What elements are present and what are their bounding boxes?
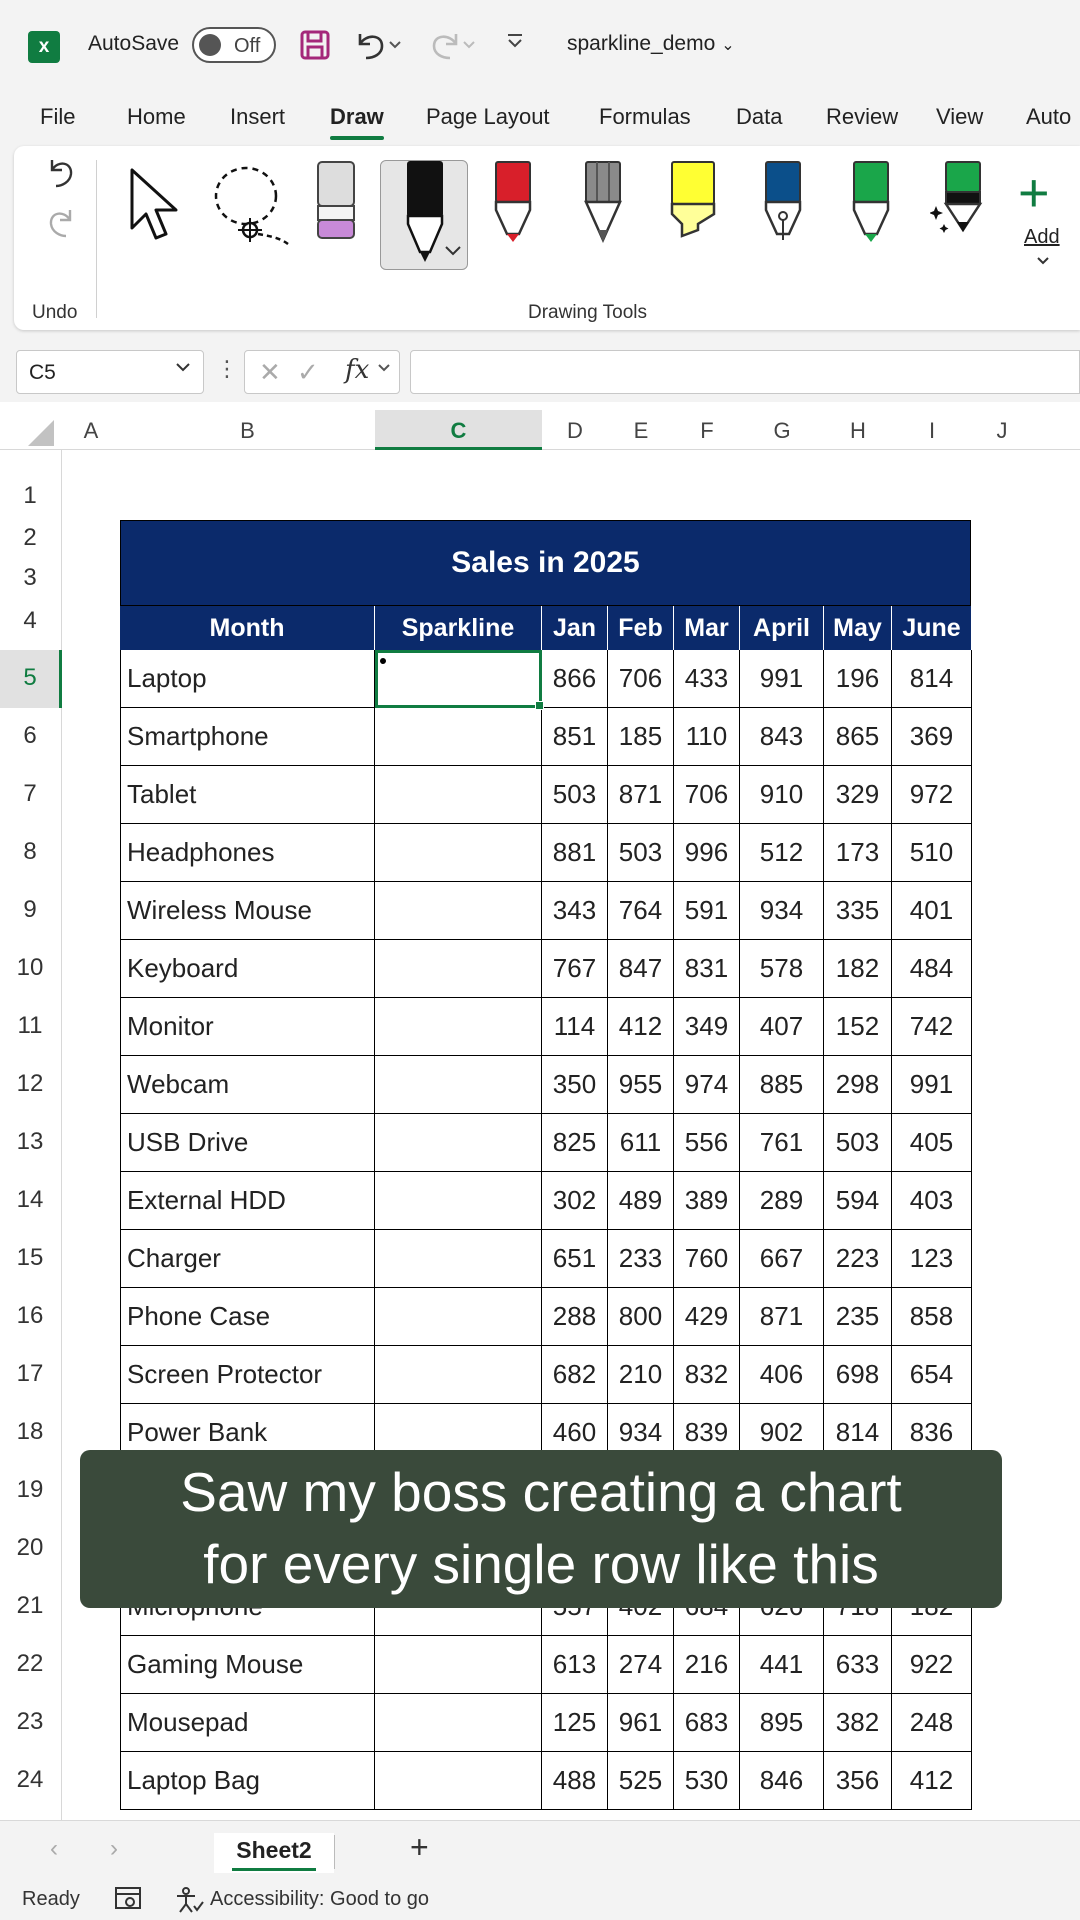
redo-icon[interactable] — [426, 28, 476, 62]
value-cell-may[interactable]: 223 — [824, 1230, 892, 1288]
undo-group-label: Undo — [32, 302, 78, 323]
name-box[interactable] — [16, 350, 204, 394]
group-separator — [96, 160, 97, 318]
ribbon-tabs — [0, 90, 1080, 146]
row-header-9[interactable]: 9 — [23, 896, 37, 923]
sparkline-cell[interactable] — [375, 1056, 542, 1114]
value-cell-feb[interactable]: 210 — [608, 1346, 674, 1404]
value-cell-jan[interactable]: 651 — [542, 1230, 608, 1288]
yellow-highlighter-icon[interactable] — [668, 160, 718, 240]
status-ready: Ready — [22, 1888, 80, 1910]
value-cell-mar[interactable]: 832 — [674, 1346, 740, 1404]
value-cell-june[interactable]: 814 — [892, 650, 972, 708]
product-name-cell[interactable]: Power Bank — [120, 1404, 375, 1462]
row-header-22[interactable]: 22 — [16, 1650, 44, 1677]
row-header-2[interactable]: 2 — [23, 524, 37, 551]
customize-qat-icon[interactable] — [505, 30, 525, 50]
product-name-cell[interactable]: Tablet — [120, 766, 375, 824]
cancel-icon[interactable]: ✕ — [259, 357, 281, 387]
value-cell-jan[interactable]: 767 — [542, 940, 608, 998]
menu-tab-insert[interactable]: Insert — [230, 104, 286, 129]
row-header-23[interactable]: 23 — [16, 1708, 44, 1735]
value-cell-mar[interactable]: 349 — [674, 998, 740, 1056]
value-cell-feb[interactable]: 955 — [608, 1056, 674, 1114]
value-cell-jan[interactable]: 302 — [542, 1172, 608, 1230]
sparkline-cell[interactable] — [375, 1752, 542, 1810]
document-title-text: sparkline_demo — [567, 32, 716, 55]
value-cell-june[interactable]: 484 — [892, 940, 972, 998]
tab-separator — [334, 1835, 335, 1869]
select-all-corner[interactable] — [28, 420, 54, 446]
value-cell-june[interactable]: 405 — [892, 1114, 972, 1172]
value-cell-jan[interactable]: 460 — [542, 1404, 608, 1462]
product-name-cell[interactable]: Charger — [120, 1230, 375, 1288]
value-cell-mar[interactable]: 706 — [674, 766, 740, 824]
table-header-sparkline[interactable]: Sparkline — [375, 606, 542, 650]
product-name-cell[interactable]: Mousepad — [120, 1694, 375, 1752]
sheet-tab-bar — [0, 1820, 1080, 1880]
value-cell-may[interactable]: 173 — [824, 824, 892, 882]
value-cell-june[interactable]: 742 — [892, 998, 972, 1056]
value-cell-may[interactable]: 356 — [824, 1752, 892, 1810]
value-cell-may[interactable]: 865 — [824, 708, 892, 766]
table-header-mar[interactable]: Mar — [674, 606, 740, 650]
column-header-i[interactable]: I — [928, 418, 936, 443]
value-cell-feb[interactable]: 185 — [608, 708, 674, 766]
value-cell-feb[interactable]: 706 — [608, 650, 674, 708]
product-name-cell[interactable]: Webcam — [120, 1056, 375, 1114]
prev-sheet-icon[interactable]: ‹ — [50, 1835, 58, 1862]
formula-input[interactable] — [410, 350, 1080, 394]
row-header-15[interactable]: 15 — [16, 1244, 44, 1271]
value-cell-june[interactable]: 836 — [892, 1404, 972, 1462]
row-header-24[interactable]: 24 — [16, 1766, 44, 1793]
product-name-cell[interactable]: Gaming Mouse — [120, 1636, 375, 1694]
value-cell-mar[interactable]: 433 — [674, 650, 740, 708]
value-cell-april[interactable]: 871 — [740, 1288, 824, 1346]
table-header-may[interactable]: May — [824, 606, 892, 650]
value-cell-feb[interactable]: 611 — [608, 1114, 674, 1172]
value-cell-april[interactable]: 578 — [740, 940, 824, 998]
row-header-13[interactable]: 13 — [16, 1128, 44, 1155]
column-header-c[interactable]: C — [450, 418, 467, 443]
chevron-down-icon[interactable] — [444, 244, 462, 258]
autosave-toggle[interactable] — [192, 27, 276, 63]
value-cell-mar[interactable]: 760 — [674, 1230, 740, 1288]
autosave-label: AutoSave — [88, 32, 180, 55]
sparkline-cell[interactable] — [375, 1636, 542, 1694]
add-sheet-button[interactable]: + — [410, 1829, 429, 1865]
fill-handle[interactable] — [535, 701, 544, 710]
value-cell-june[interactable]: 922 — [892, 1636, 972, 1694]
undo-icon[interactable] — [352, 28, 402, 62]
table-title[interactable]: Sales in 2025 — [120, 520, 971, 606]
macro-record-icon[interactable] — [114, 1886, 142, 1912]
name-box-value: C5 — [29, 361, 56, 384]
value-cell-april[interactable]: 761 — [740, 1114, 824, 1172]
row-header-11[interactable]: 11 — [17, 1012, 43, 1039]
sparkline-cell[interactable] — [375, 1346, 542, 1404]
lasso-select-icon[interactable] — [208, 164, 294, 248]
table-header-april[interactable]: April — [740, 606, 824, 650]
row-header-1[interactable]: 1 — [23, 482, 37, 509]
value-cell-april[interactable]: 885 — [740, 1056, 824, 1114]
product-name-cell[interactable]: Screen Protector — [120, 1346, 375, 1404]
toggle-knob — [199, 34, 221, 56]
caption-line-1: Saw my boss creating a chart — [180, 1461, 902, 1523]
column-header-b[interactable]: B — [240, 418, 255, 443]
value-cell-may[interactable]: 814 — [824, 1404, 892, 1462]
value-cell-may[interactable]: 633 — [824, 1636, 892, 1694]
sheet-tab-active[interactable]: Sheet2 — [214, 1833, 334, 1873]
value-cell-jan[interactable]: 503 — [542, 766, 608, 824]
sparkline-cell[interactable] — [375, 708, 542, 766]
row-header-16[interactable]: 16 — [16, 1302, 44, 1329]
product-name-cell[interactable]: External HDD — [120, 1172, 375, 1230]
pen-cursor-dot — [380, 658, 386, 664]
value-cell-april[interactable]: 407 — [740, 998, 824, 1056]
autosave-state: Off — [234, 35, 261, 57]
row-header-4[interactable]: 4 — [23, 607, 37, 634]
row-header-18[interactable]: 18 — [16, 1418, 44, 1445]
value-cell-mar[interactable]: 683 — [674, 1694, 740, 1752]
value-cell-june[interactable]: 991 — [892, 1056, 972, 1114]
value-cell-mar[interactable]: 429 — [674, 1288, 740, 1346]
add-pen-icon[interactable]: + — [1018, 163, 1050, 223]
value-cell-april[interactable]: 902 — [740, 1404, 824, 1462]
value-cell-mar[interactable]: 839 — [674, 1404, 740, 1462]
value-cell-april[interactable]: 289 — [740, 1172, 824, 1230]
ribbon-redo-icon[interactable] — [46, 206, 76, 240]
value-cell-feb[interactable]: 764 — [608, 882, 674, 940]
value-cell-feb[interactable]: 847 — [608, 940, 674, 998]
value-cell-may[interactable]: 182 — [824, 940, 892, 998]
eraser-icon[interactable] — [314, 160, 358, 242]
value-cell-april[interactable]: 846 — [740, 1752, 824, 1810]
value-cell-mar[interactable]: 974 — [674, 1056, 740, 1114]
value-cell-june[interactable]: 412 — [892, 1752, 972, 1810]
row-header-10[interactable]: 10 — [16, 954, 44, 981]
value-cell-feb[interactable]: 233 — [608, 1230, 674, 1288]
menu-tab-review[interactable]: Review — [826, 104, 899, 129]
value-cell-april[interactable]: 406 — [740, 1346, 824, 1404]
menu-tab-file[interactable]: File — [40, 104, 76, 129]
value-cell-may[interactable]: 298 — [824, 1056, 892, 1114]
value-cell-may[interactable]: 329 — [824, 766, 892, 824]
product-name-cell[interactable]: Phone Case — [120, 1288, 375, 1346]
caption-line-2: for every single row like this — [203, 1533, 879, 1595]
blue-pen-icon[interactable] — [760, 160, 806, 244]
value-cell-june[interactable]: 369 — [892, 708, 972, 766]
value-cell-mar[interactable]: 556 — [674, 1114, 740, 1172]
product-name-cell[interactable]: Wireless Mouse — [120, 882, 375, 940]
sparkline-cell[interactable] — [375, 882, 542, 940]
value-cell-may[interactable]: 503 — [824, 1114, 892, 1172]
status-bar — [0, 1880, 1080, 1920]
value-cell-jan[interactable]: 125 — [542, 1694, 608, 1752]
document-title[interactable] — [567, 32, 735, 56]
value-cell-may[interactable]: 382 — [824, 1694, 892, 1752]
more-options-icon[interactable]: ⋮ — [216, 356, 238, 381]
table-header-june[interactable]: June — [892, 606, 972, 650]
value-cell-april[interactable]: 667 — [740, 1230, 824, 1288]
table-header-feb[interactable]: Feb — [608, 606, 674, 650]
product-name-cell[interactable]: Laptop — [120, 650, 375, 708]
value-cell-feb[interactable]: 961 — [608, 1694, 674, 1752]
row-header-14[interactable]: 14 — [16, 1186, 44, 1213]
value-cell-june[interactable]: 510 — [892, 824, 972, 882]
value-cell-mar[interactable]: 389 — [674, 1172, 740, 1230]
value-cell-april[interactable]: 895 — [740, 1694, 824, 1752]
value-cell-jan[interactable]: 288 — [542, 1288, 608, 1346]
value-cell-june[interactable]: 401 — [892, 882, 972, 940]
accessibility-icon[interactable] — [174, 1886, 204, 1914]
save-icon[interactable] — [300, 30, 330, 60]
value-cell-april[interactable]: 843 — [740, 708, 824, 766]
chevron-down-icon[interactable] — [1036, 256, 1050, 266]
table-header-jan[interactable]: Jan — [542, 606, 608, 650]
row-header-6[interactable]: 6 — [23, 722, 37, 749]
menu-tab-auto[interactable]: Auto — [1026, 104, 1072, 129]
column-header-f[interactable]: F — [700, 418, 714, 443]
product-name-cell[interactable]: Laptop Bag — [120, 1752, 375, 1810]
sparkline-cell[interactable] — [375, 1230, 542, 1288]
sparkline-cell[interactable] — [375, 998, 542, 1056]
value-cell-feb[interactable]: 274 — [608, 1636, 674, 1694]
value-cell-june[interactable]: 858 — [892, 1288, 972, 1346]
value-cell-feb[interactable]: 525 — [608, 1752, 674, 1810]
row-header-21[interactable]: 21 — [16, 1592, 44, 1619]
value-cell-feb[interactable]: 503 — [608, 824, 674, 882]
enter-check-icon[interactable]: ✓ — [297, 357, 319, 387]
menu-tab-data[interactable]: Data — [736, 104, 783, 129]
value-cell-june[interactable]: 248 — [892, 1694, 972, 1752]
value-cell-april[interactable]: 910 — [740, 766, 824, 824]
menu-tab-formulas[interactable]: Formulas — [599, 104, 691, 129]
value-cell-may[interactable]: 152 — [824, 998, 892, 1056]
sparkline-cell[interactable] — [375, 940, 542, 998]
column-header-e[interactable]: E — [633, 418, 649, 443]
row-header-20[interactable]: 20 — [16, 1534, 44, 1561]
column-header-g[interactable]: G — [773, 418, 791, 443]
value-cell-june[interactable]: 123 — [892, 1230, 972, 1288]
value-cell-may[interactable]: 698 — [824, 1346, 892, 1404]
value-cell-jan[interactable]: 682 — [542, 1346, 608, 1404]
value-cell-feb[interactable]: 800 — [608, 1288, 674, 1346]
value-cell-feb[interactable]: 934 — [608, 1404, 674, 1462]
formula-controls — [244, 350, 400, 394]
menu-tab-draw[interactable]: Draw — [330, 104, 384, 129]
product-name-cell[interactable]: Monitor — [120, 998, 375, 1056]
menu-tab-page-layout[interactable]: Page Layout — [426, 104, 550, 129]
value-cell-jan[interactable]: 825 — [542, 1114, 608, 1172]
value-cell-jan[interactable]: 866 — [542, 650, 608, 708]
product-name-cell[interactable]: Headphones — [120, 824, 375, 882]
value-cell-jan[interactable]: 343 — [542, 882, 608, 940]
pencil-icon[interactable] — [580, 160, 626, 244]
value-cell-april[interactable]: 934 — [740, 882, 824, 940]
active-cell-c5[interactable] — [375, 650, 542, 708]
sparkline-cell[interactable] — [375, 766, 542, 824]
red-pen-icon[interactable] — [490, 160, 536, 244]
row-headers — [0, 450, 62, 1820]
value-cell-may[interactable]: 235 — [824, 1288, 892, 1346]
column-headers — [0, 410, 1080, 450]
chevron-down-icon[interactable] — [377, 363, 391, 373]
value-cell-feb[interactable]: 412 — [608, 998, 674, 1056]
insert-function-icon[interactable]: fx — [345, 355, 370, 385]
value-cell-jan[interactable]: 114 — [542, 998, 608, 1056]
row-header-3[interactable]: 3 — [23, 564, 37, 591]
value-cell-june[interactable]: 972 — [892, 766, 972, 824]
product-name-cell[interactable]: Smartphone — [120, 708, 375, 766]
value-cell-april[interactable]: 512 — [740, 824, 824, 882]
value-cell-jan[interactable]: 350 — [542, 1056, 608, 1114]
next-sheet-icon[interactable]: › — [110, 1835, 118, 1862]
value-cell-mar[interactable]: 216 — [674, 1636, 740, 1694]
row-header-17[interactable]: 17 — [16, 1360, 44, 1387]
value-cell-april[interactable]: 991 — [740, 650, 824, 708]
value-cell-may[interactable]: 594 — [824, 1172, 892, 1230]
row-header-12[interactable]: 12 — [16, 1070, 44, 1097]
sparkline-cell[interactable] — [375, 1172, 542, 1230]
value-cell-mar[interactable]: 591 — [674, 882, 740, 940]
value-cell-mar[interactable]: 996 — [674, 824, 740, 882]
product-name-cell[interactable]: USB Drive — [120, 1114, 375, 1172]
value-cell-june[interactable]: 654 — [892, 1346, 972, 1404]
green-pen-icon[interactable] — [848, 160, 894, 244]
menu-tab-home[interactable]: Home — [127, 104, 186, 129]
sparkline-cell[interactable] — [375, 824, 542, 882]
row-header-5[interactable]: 5 — [23, 664, 37, 691]
value-cell-mar[interactable]: 831 — [674, 940, 740, 998]
row-header-19[interactable]: 19 — [16, 1476, 44, 1503]
row-header-7[interactable]: 7 — [23, 780, 37, 807]
chevron-down-icon[interactable] — [175, 361, 191, 373]
chevron-down-icon: ⌄ — [721, 37, 735, 54]
value-cell-feb[interactable]: 489 — [608, 1172, 674, 1230]
excel-logo-icon[interactable]: x — [28, 31, 60, 63]
row-header-8[interactable]: 8 — [23, 838, 37, 865]
title-bar — [0, 0, 1080, 90]
accessibility-status[interactable]: Accessibility: Good to go — [210, 1888, 429, 1910]
select-arrow-icon[interactable] — [126, 166, 186, 246]
product-name-cell[interactable]: Keyboard — [120, 940, 375, 998]
column-header-j[interactable]: J — [996, 418, 1008, 443]
menu-tab-view[interactable]: View — [936, 104, 984, 129]
column-header-d[interactable]: D — [567, 418, 583, 443]
value-cell-april[interactable]: 441 — [740, 1636, 824, 1694]
value-cell-may[interactable]: 335 — [824, 882, 892, 940]
value-cell-mar[interactable]: 110 — [674, 708, 740, 766]
value-cell-jan[interactable]: 851 — [542, 708, 608, 766]
sparkline-cell[interactable] — [375, 1114, 542, 1172]
value-cell-may[interactable]: 196 — [824, 650, 892, 708]
value-cell-jan[interactable]: 613 — [542, 1636, 608, 1694]
ribbon-undo-icon[interactable] — [46, 156, 76, 190]
add-pen-label[interactable]: Add — [1024, 226, 1060, 248]
sparkline-cell[interactable] — [375, 1288, 542, 1346]
table-header-month[interactable]: Month — [120, 606, 375, 650]
value-cell-jan[interactable]: 881 — [542, 824, 608, 882]
value-cell-feb[interactable]: 871 — [608, 766, 674, 824]
black-pen-icon[interactable] — [400, 160, 450, 264]
value-cell-mar[interactable]: 530 — [674, 1752, 740, 1810]
value-cell-jan[interactable]: 488 — [542, 1752, 608, 1810]
sparkline-cell[interactable] — [375, 1694, 542, 1752]
value-cell-june[interactable]: 403 — [892, 1172, 972, 1230]
drawing-tools-label: Drawing Tools — [528, 302, 647, 323]
galaxy-pen-icon[interactable] — [930, 160, 986, 244]
column-header-a[interactable]: A — [83, 418, 99, 443]
column-header-h[interactable]: H — [850, 418, 866, 443]
video-caption — [80, 1450, 1002, 1608]
